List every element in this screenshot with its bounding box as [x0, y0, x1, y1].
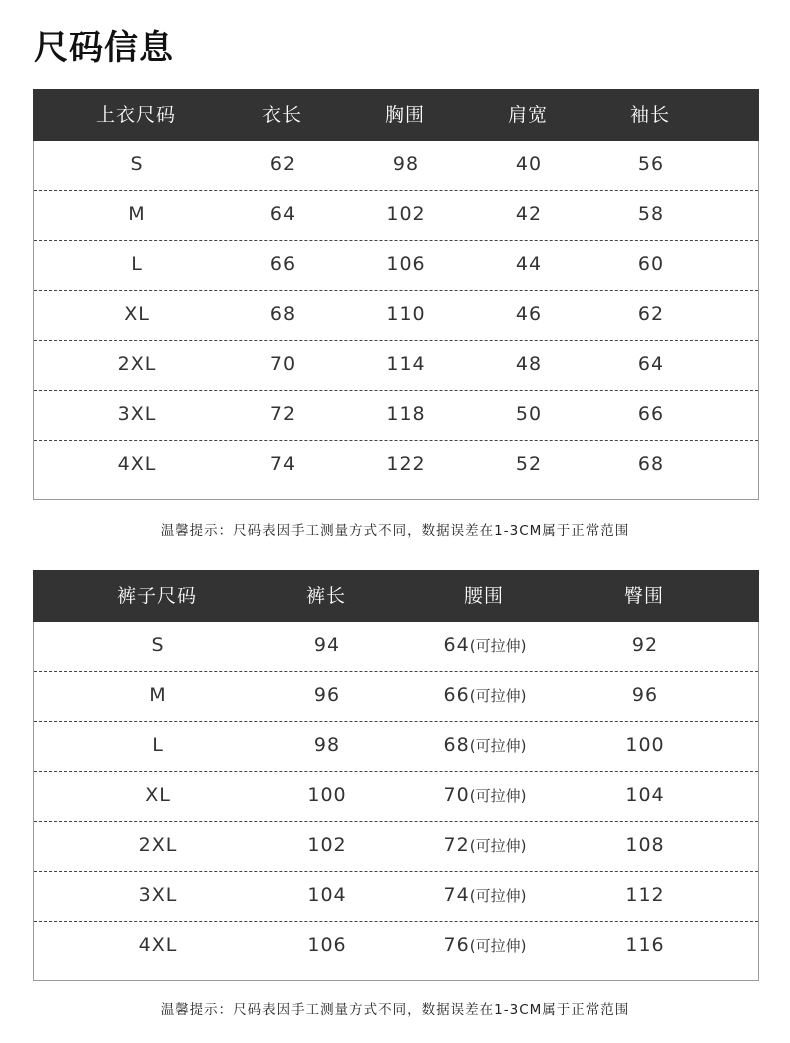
cell-value: 72: [443, 834, 470, 856]
cell-value: 68: [443, 734, 470, 756]
top-table-header: [33, 89, 759, 141]
table-cell: [386, 191, 425, 237]
cell-value: 66: [637, 403, 665, 425]
cell-value: L: [131, 253, 143, 275]
cell-value: 104: [625, 784, 665, 806]
cell-value: 56: [637, 153, 665, 175]
cell-value: 3XL: [117, 403, 157, 425]
table-row: [34, 441, 758, 491]
table-cell: [131, 241, 143, 287]
cell-value: 114: [386, 353, 426, 375]
table-cell: [638, 441, 664, 487]
table-cell: [314, 622, 340, 668]
table-cell: [444, 822, 527, 869]
table-cell: [638, 191, 664, 237]
cell-value: 68: [269, 303, 297, 325]
header-cell-pants-length: 裤长: [305, 585, 347, 607]
cell-value: 4XL: [117, 453, 157, 475]
cell-value: 98: [392, 153, 420, 175]
cell-value: XL: [145, 784, 171, 806]
cell-value: 96: [631, 684, 659, 706]
table-cell: [516, 141, 542, 187]
cell-value: L: [152, 734, 164, 756]
table-cell: [516, 191, 542, 237]
table-cell: [270, 241, 296, 287]
cell-value: 76: [443, 934, 470, 956]
table-cell: [149, 672, 166, 718]
stretch-label: (可拉伸): [469, 637, 527, 655]
table-cell: [314, 672, 340, 718]
cell-value: 96: [313, 684, 341, 706]
table-cell: [625, 772, 664, 818]
stretch-label: (可拉伸): [469, 687, 527, 705]
cell-value: 98: [313, 734, 341, 756]
cell-value: 116: [625, 934, 665, 956]
table-cell: [625, 822, 664, 868]
pants-size-table: [33, 570, 759, 981]
table-row: [34, 341, 758, 391]
cell-value: 48: [515, 353, 543, 375]
table-cell: [152, 722, 164, 768]
cell-value: 106: [386, 253, 426, 275]
cell-value: 112: [625, 884, 665, 906]
table-cell: [638, 141, 664, 187]
cell-value: 122: [386, 453, 426, 475]
cell-value: 52: [515, 453, 543, 475]
table-row: [34, 872, 758, 922]
cell-value: 94: [313, 634, 341, 656]
cell-value: 92: [631, 634, 659, 656]
table-cell: [118, 341, 157, 387]
table-row: [34, 822, 758, 872]
header-cell-size: 上衣尺码: [95, 104, 177, 126]
cell-value: 110: [386, 303, 426, 325]
table-cell: [386, 441, 425, 487]
cell-value: 64: [637, 353, 665, 375]
table-cell: [444, 622, 527, 669]
cell-value: 66: [269, 253, 297, 275]
cell-value: 58: [637, 203, 665, 225]
table-cell: [307, 922, 346, 968]
table-cell: [638, 291, 664, 337]
cell-value: 102: [307, 834, 347, 856]
cell-value: 108: [625, 834, 665, 856]
header-cell-sleeve: 袖长: [629, 104, 671, 126]
table-cell: [118, 391, 157, 437]
table-cell: [270, 191, 296, 237]
table-cell: [632, 672, 658, 718]
table-cell: [444, 772, 527, 819]
cell-value: 106: [307, 934, 347, 956]
header-cell-shoulder: 肩宽: [507, 104, 549, 126]
table-cell: [145, 772, 171, 818]
table-cell: [270, 341, 296, 387]
table-cell: [444, 672, 527, 719]
cell-value: 104: [307, 884, 347, 906]
table-row: [34, 672, 758, 722]
table-row: [34, 722, 758, 772]
cell-value: 62: [269, 153, 297, 175]
cell-value: 64: [269, 203, 297, 225]
cell-value: 70: [443, 784, 470, 806]
table-cell: [151, 622, 164, 668]
stretch-label: (可拉伸): [469, 887, 527, 905]
cell-value: 40: [515, 153, 543, 175]
table-cell: [139, 872, 178, 918]
cell-value: 74: [269, 453, 297, 475]
cell-value: 64: [443, 634, 470, 656]
cell-value: M: [128, 203, 146, 225]
cell-value: 44: [515, 253, 543, 275]
table-cell: [625, 722, 664, 768]
cell-value: 2XL: [138, 834, 178, 856]
table-cell: [444, 922, 527, 969]
table-cell: [270, 441, 296, 487]
table-cell: [307, 872, 346, 918]
measurement-note: 温馨提示：尺码表因手工测量方式不同，数据误差在1-3CM属于正常范围: [160, 523, 630, 539]
table-cell: [516, 391, 542, 437]
table-cell: [124, 291, 150, 337]
table-cell: [386, 291, 425, 337]
table-cell: [632, 622, 658, 668]
table-cell: [270, 391, 296, 437]
table-cell: [386, 391, 425, 437]
cell-value: 118: [386, 403, 426, 425]
measurement-note: 温馨提示：尺码表因手工测量方式不同，数据误差在1-3CM属于正常范围: [160, 1002, 630, 1018]
table-cell: [130, 141, 143, 187]
table-cell: [139, 822, 178, 868]
top-size-table: [33, 89, 759, 500]
stretch-label: (可拉伸): [469, 937, 527, 955]
cell-value: 62: [637, 303, 665, 325]
header-cell-pants-size: 裤子尺码: [116, 585, 198, 607]
table-cell: [516, 341, 542, 387]
table-cell: [516, 441, 542, 487]
cell-value: 100: [307, 784, 347, 806]
table-cell: [386, 341, 425, 387]
table-cell: [118, 441, 157, 487]
table-cell: [444, 722, 527, 769]
table-row: [34, 922, 758, 972]
table-cell: [516, 241, 542, 287]
cell-value: 68: [637, 453, 665, 475]
table-cell: [307, 772, 346, 818]
table-cell: [638, 391, 664, 437]
cell-value: 66: [443, 684, 470, 706]
cell-value: 42: [515, 203, 543, 225]
cell-value: 72: [269, 403, 297, 425]
table-cell: [638, 341, 664, 387]
cell-value: 4XL: [138, 934, 178, 956]
table-cell: [270, 141, 296, 187]
cell-value: 100: [625, 734, 665, 756]
table-cell: [625, 922, 664, 968]
cell-value: 2XL: [117, 353, 157, 375]
cell-value: 60: [637, 253, 665, 275]
cell-value: S: [130, 153, 144, 175]
table-cell: [444, 872, 527, 919]
cell-value: 70: [269, 353, 297, 375]
header-cell-length: 衣长: [261, 104, 303, 126]
table-row: [34, 141, 758, 191]
table-cell: [307, 822, 346, 868]
table-row: [34, 391, 758, 441]
table-row: [34, 241, 758, 291]
header-cell-hip: 臀围: [623, 585, 665, 607]
cell-value: 74: [443, 884, 470, 906]
cell-value: 46: [515, 303, 543, 325]
stretch-label: (可拉伸): [469, 787, 527, 805]
cell-value: M: [149, 684, 167, 706]
table-cell: [393, 141, 419, 187]
table-row: [34, 772, 758, 822]
table-row: [34, 291, 758, 341]
pants-table-header: [33, 570, 759, 622]
header-cell-waist: 腰围: [463, 585, 505, 607]
cell-value: XL: [124, 303, 150, 325]
stretch-label: (可拉伸): [469, 837, 527, 855]
table-cell: [638, 241, 664, 287]
page-title: 尺码信息: [34, 28, 174, 68]
table-cell: [139, 922, 178, 968]
cell-value: 3XL: [138, 884, 178, 906]
header-cell-chest: 胸围: [384, 104, 426, 126]
cell-value: 102: [386, 203, 426, 225]
table-cell: [625, 872, 664, 918]
table-cell: [128, 191, 145, 237]
table-cell: [270, 291, 296, 337]
cell-value: 50: [515, 403, 543, 425]
table-cell: [314, 722, 340, 768]
table-row: [34, 191, 758, 241]
cell-value: S: [151, 634, 165, 656]
table-row: [34, 622, 758, 672]
table-cell: [386, 241, 425, 287]
stretch-label: (可拉伸): [469, 737, 527, 755]
table-cell: [516, 291, 542, 337]
